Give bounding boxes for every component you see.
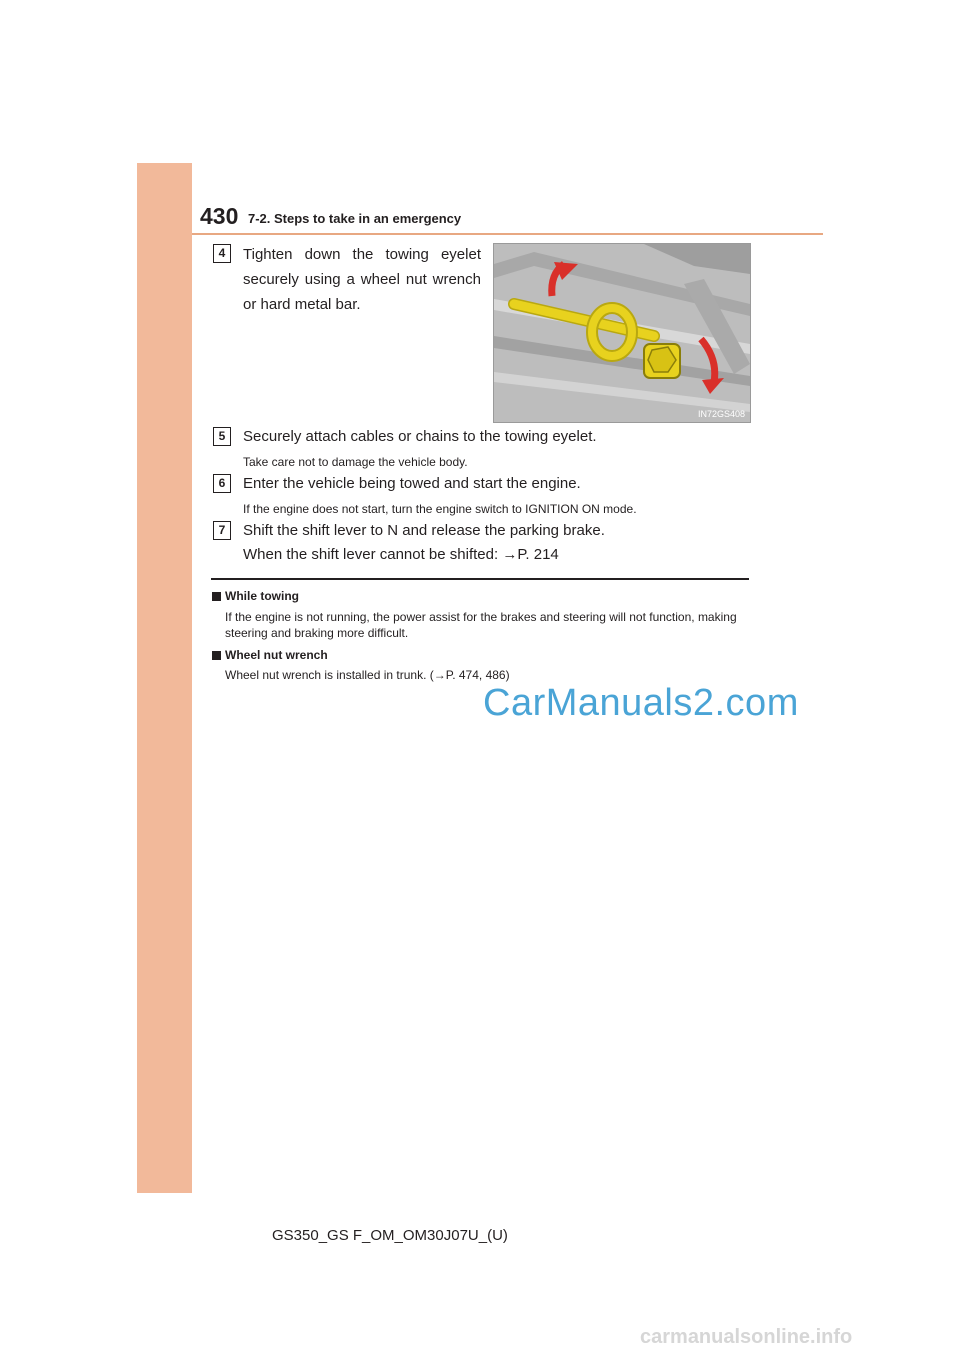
header-divider bbox=[192, 233, 823, 235]
section-title: 7-2. Steps to take in an emergency bbox=[248, 211, 462, 226]
step-5-text: Securely attach cables or chains to the towing eyelet. bbox=[243, 428, 597, 445]
source-watermark: carmanualsonline.info bbox=[640, 1326, 853, 1348]
step-number-4: 4 bbox=[213, 244, 231, 263]
step-4-text: Tighten down the towing eyelet securely using a wheel nut wrench or hard metal bar. bbox=[243, 246, 481, 313]
step-number-7: 7 bbox=[213, 521, 231, 540]
step-5-note: Take care not to damage the vehicle body. bbox=[243, 455, 468, 469]
chapter-sidebar-tab bbox=[137, 163, 192, 1193]
towing-eyelet-illustration bbox=[493, 243, 751, 423]
page-number: 430 bbox=[200, 203, 239, 229]
bullet-square-icon bbox=[212, 592, 221, 601]
info-body-while-towing: If the engine is not running, the power assist for the brakes and steering will not function, making steering and braking more difficult. bbox=[225, 610, 737, 640]
watermark-logo: CarManuals2.com bbox=[483, 682, 799, 724]
info-divider bbox=[211, 578, 749, 580]
footer-document-code: GS350_GS F_OM_OM30J07U_(U) bbox=[272, 1227, 508, 1244]
bullet-square-icon bbox=[212, 651, 221, 660]
step-6-note: If the engine does not start, turn the engine switch to IGNITION ON mode. bbox=[243, 502, 637, 516]
step-number-6: 6 bbox=[213, 474, 231, 493]
illustration-drawing bbox=[494, 244, 750, 422]
info-title-wheel-nut-wrench: Wheel nut wrench bbox=[225, 648, 328, 662]
info-title-while-towing: While towing bbox=[225, 589, 299, 603]
illustration-code: IN72GS408 bbox=[697, 409, 745, 419]
step-number-5: 5 bbox=[213, 427, 231, 446]
step-6-text: Enter the vehicle being towed and start the engine. bbox=[243, 475, 581, 492]
step-7-text: Shift the shift lever to N and release the parking brake. bbox=[243, 522, 605, 539]
info-body-wheel-nut-wrench: Wheel nut wrench is installed in trunk. (→P. 474, 486) bbox=[225, 668, 510, 682]
step-7-subtext: When the shift lever cannot be shifted: →P. 214 bbox=[243, 546, 559, 563]
